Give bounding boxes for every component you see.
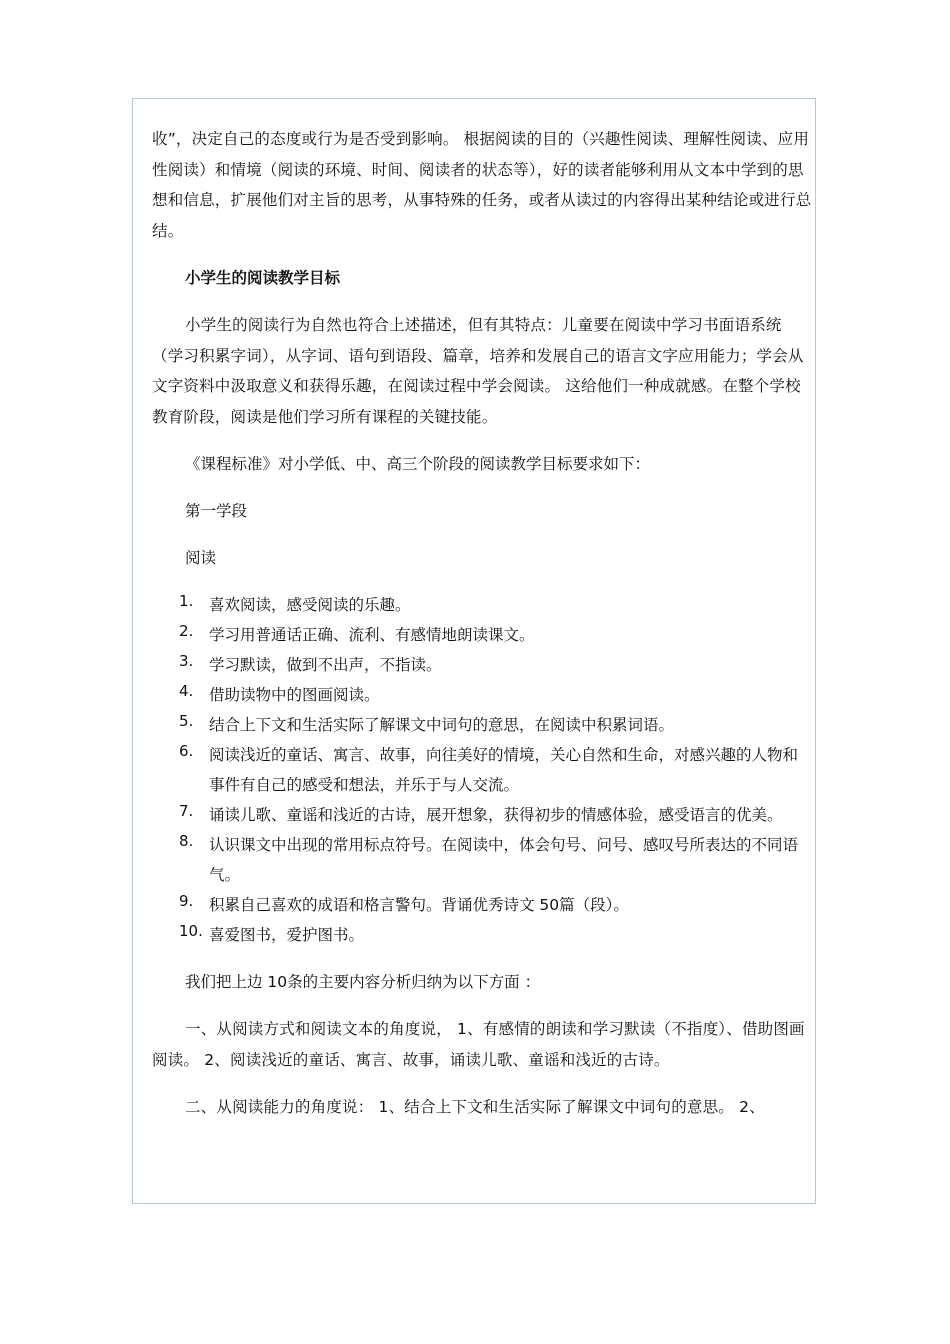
list-text: 喜爱图书，爱护图书。 (209, 926, 365, 944)
list-text: 积累自己喜欢的成语和格言警句。背诵优秀诗文 50篇（段）。 (209, 896, 629, 914)
list-number: 6. (179, 742, 194, 760)
list-item (152, 920, 812, 950)
list-number: 3. (179, 652, 194, 670)
list-number: 5. (179, 712, 194, 730)
list-text: 阅读浅近的童话、寓言、故事，向往美好的情境，关心自然和生命，对感兴趣的人物和事件有自己的感受和想法，并乐于与人交流。 (209, 746, 799, 794)
list-item (152, 650, 812, 680)
reading-label: 阅读 (185, 549, 217, 567)
list-item (152, 590, 812, 620)
list-item (152, 740, 812, 800)
list-number: 4. (179, 682, 194, 700)
list-number: 10. (179, 922, 203, 940)
stage-label: 第一学段 (185, 502, 248, 520)
list-number: 1. (179, 592, 194, 610)
paragraph-standards: 《课程标准》对小学低、中、高三个阶段的阅读教学目标要求如下： (185, 455, 651, 473)
list-item (152, 680, 812, 710)
goals-list (152, 590, 812, 950)
list-text: 喜欢阅读，感受阅读的乐趣。 (209, 596, 411, 614)
list-text: 学习用普通话正确、流利、有感情地朗读课文。 (209, 626, 535, 644)
document-body (152, 124, 812, 1123)
list-text: 学习默读，做到不出声，不指读。 (209, 656, 442, 674)
point-one-paragraph: 一、从阅读方式和阅读文本的角度说， 1、有感情的朗读和学习默读（不指度）、借助图画阅读。 2、阅读浅近的童话、寓言、故事，诵读儿歌、童谣和浅近的古诗。 (152, 1020, 805, 1069)
summary-paragraph: 我们把上边 10条的主要内容分析归纳为以下方面 ： (185, 973, 541, 991)
list-number: 9. (179, 892, 194, 910)
list-item (152, 620, 812, 650)
list-item (152, 890, 812, 920)
list-item (152, 830, 812, 890)
list-text: 结合上下文和生活实际了解课文中词句的意思，在阅读中积累词语。 (209, 716, 675, 734)
list-text: 认识课文中出现的常用标点符号。在阅读中，体会句号、问号、感叹号所表达的不同语气。 (209, 836, 799, 884)
list-text: 借助读物中的图画阅读。 (209, 686, 380, 704)
intro-paragraph: 收”，决定自己的态度或行为是否受到影响。 根据阅读的目的（兴趣性阅读、理解性阅读、应用性阅读）和情境（阅读的环境、时间、阅读者的状态等），好的读者能够利用从文本中学到的思想和信息，扩展他们对主旨的思考，从事特殊的任务，或者从读过的内容得出某种结论或进行总结。 (152, 130, 812, 240)
list-text: 诵读儿歌、童谣和浅近的古诗，展开想象，获得初步的情感体验，感受语言的优美。 (209, 806, 783, 824)
list-number: 8. (179, 832, 194, 850)
list-item (152, 710, 812, 740)
list-number: 7. (179, 802, 194, 820)
section-heading: 小学生的阅读教学目标 (185, 269, 341, 287)
point-two-paragraph: 二、从阅读能力的角度说： 1、结合上下文和生活实际了解课文中词句的意思。 2、 (185, 1098, 765, 1116)
paragraph-characteristics: 小学生的阅读行为自然也符合上述描述，但有其特点：儿童要在阅读中学习书面语系统（学习积累字词），从字词、语句到语段、篇章，培养和发展自己的语言文字应用能力；学会从文字资料中汲取意义和获得乐趣，在阅读过程中学会阅读。 这给他们一种成就感。在整个学校教育阶段，阅读是他们学习所有课程的关键技能。 (152, 316, 804, 426)
list-item (152, 800, 812, 830)
list-number: 2. (179, 622, 194, 640)
